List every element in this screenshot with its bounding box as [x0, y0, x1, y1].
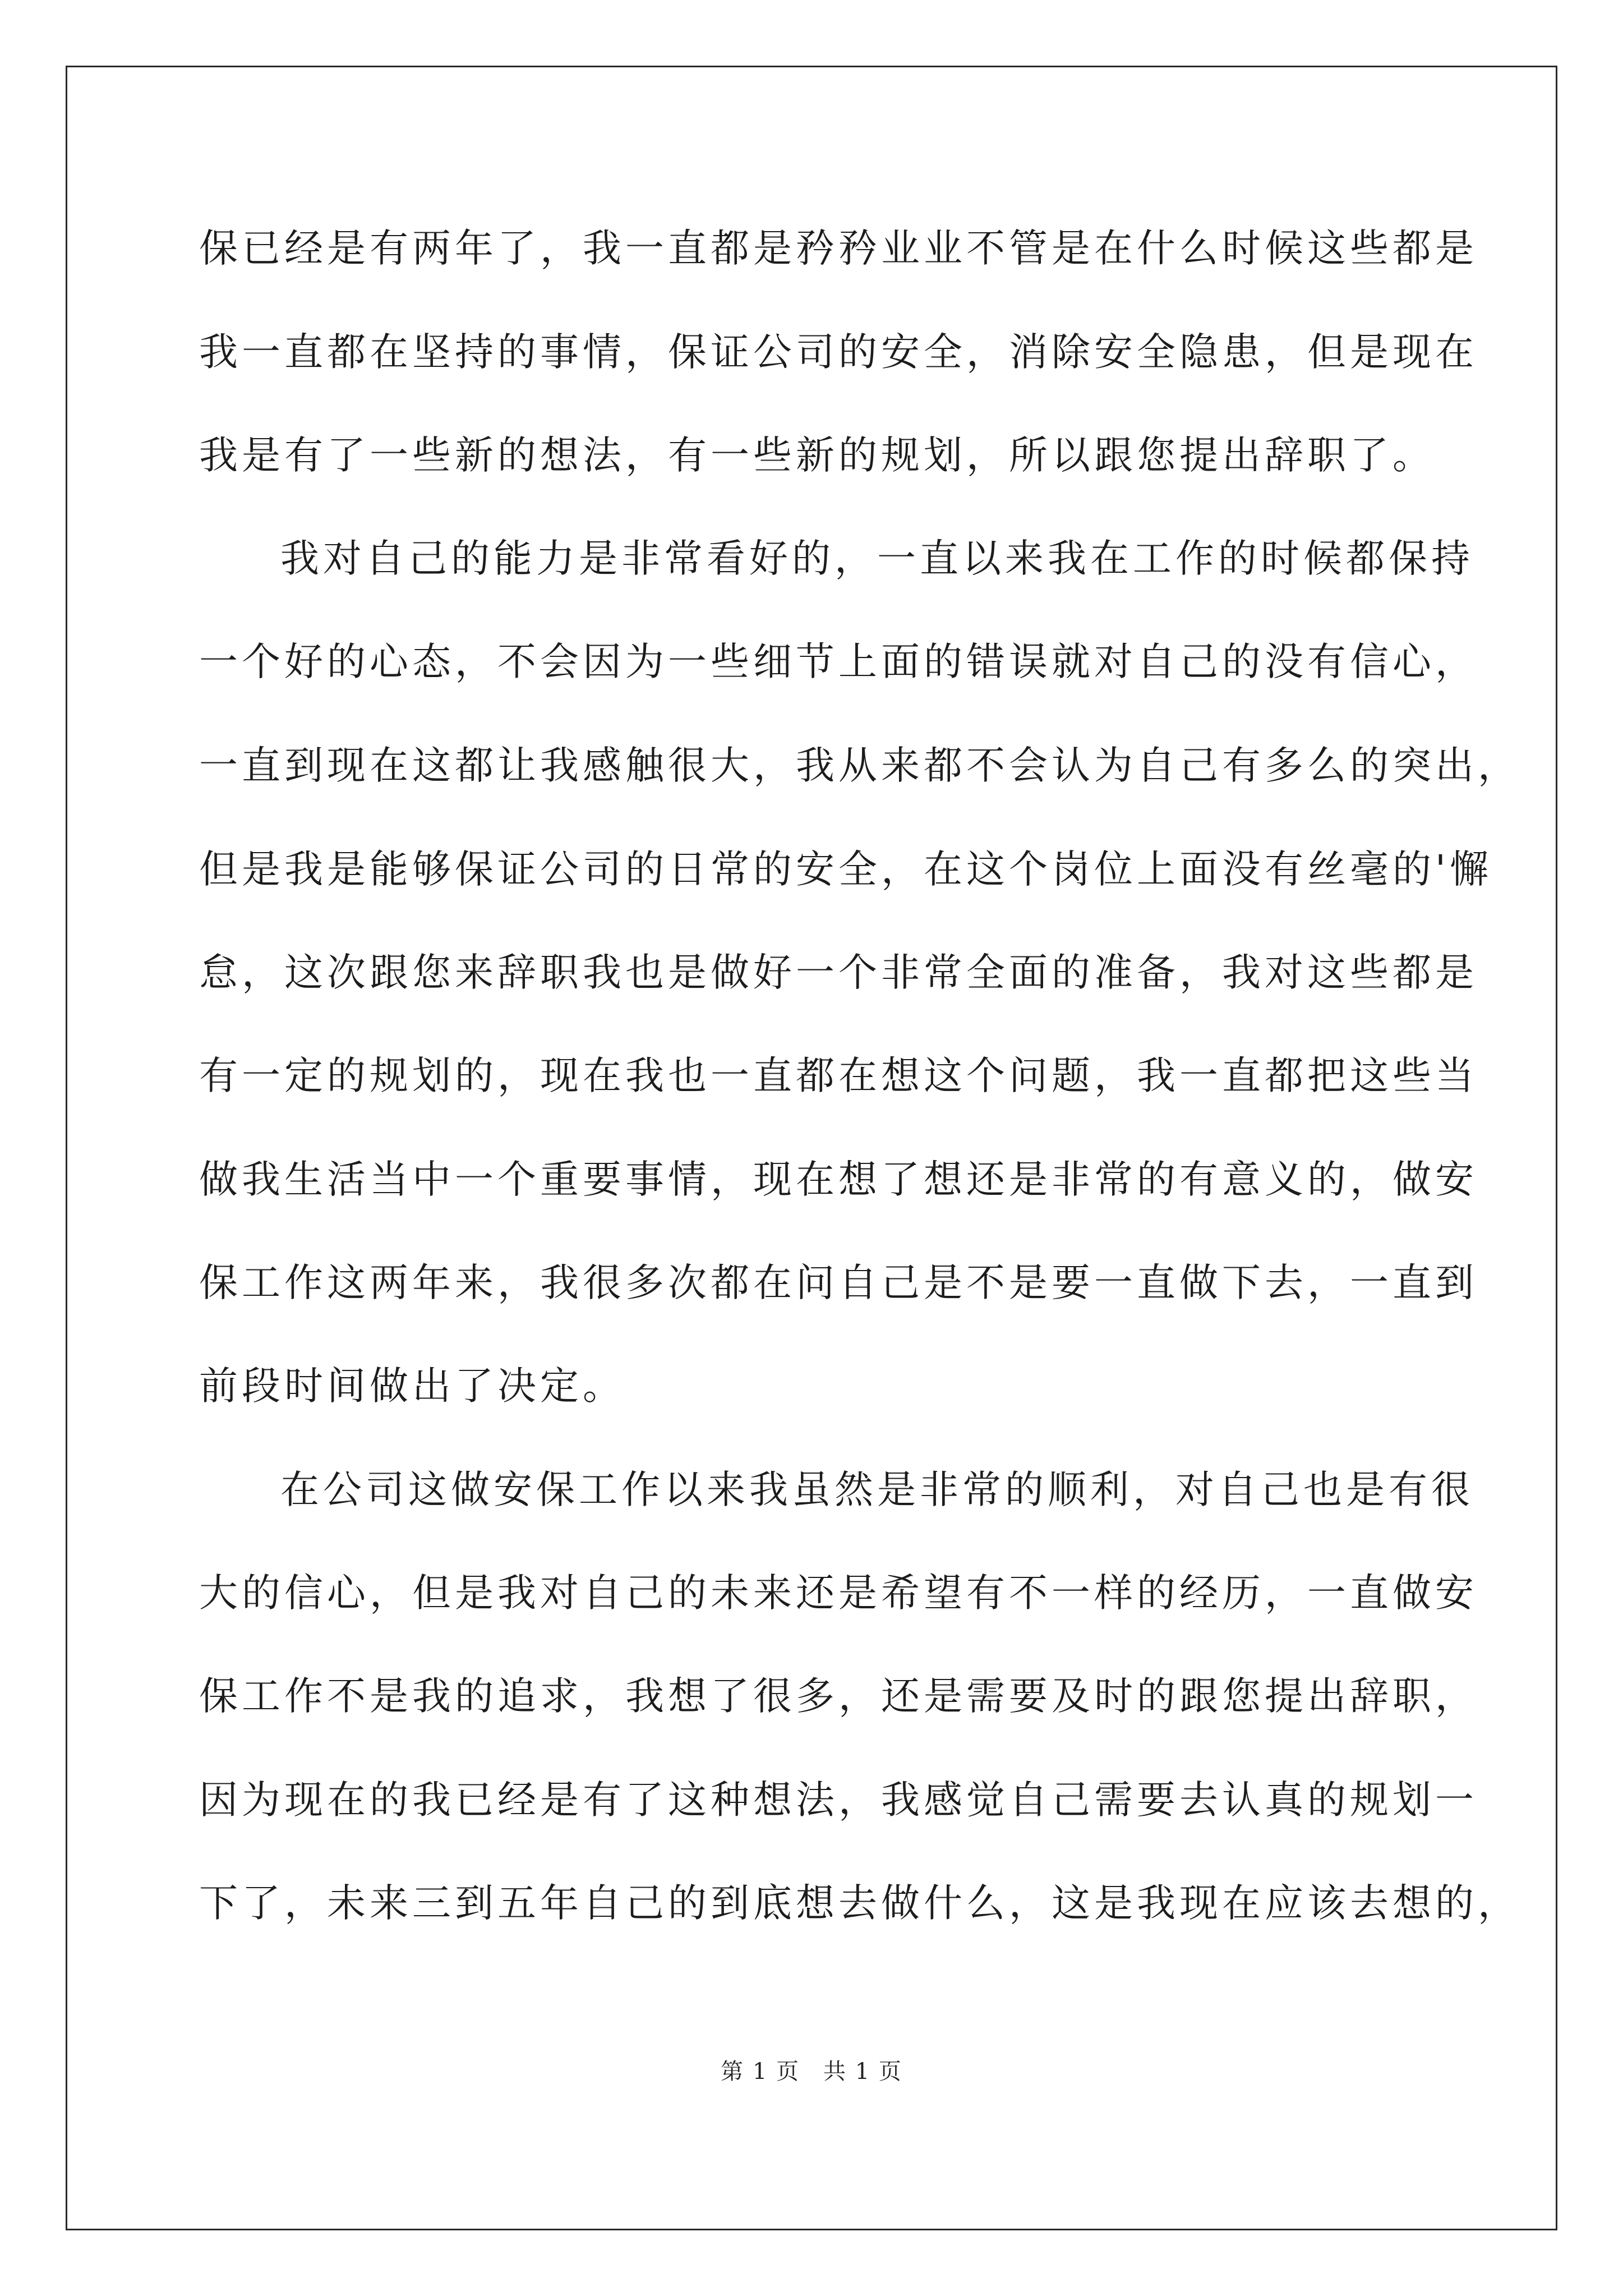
text-line: 下了，未来三到五年自己的到底想去做什么，这是我现在应该去想的，: [199, 1881, 1520, 1926]
text-line: 我对自己的能力是非常看好的，一直以来我在工作的时候都保持: [280, 536, 1474, 581]
text-line: 在公司这做安保工作以来我虽然是非常的顺利，对自己也是有很: [280, 1467, 1474, 1512]
text-line: 保工作不是我的追求，我想了很多，还是需要及时的跟您提出辞职，: [199, 1674, 1478, 1719]
text-line: 一直到现在这都让我感触很大，我从来都不会认为自己有多么的突出，: [199, 743, 1520, 788]
text-line: 因为现在的我已经是有了这种想法，我感觉自己需要去认真的规划一: [199, 1778, 1478, 1823]
text-line: 有一定的规划的，现在我也一直都在想这个问题，我一直都把这些当: [199, 1053, 1478, 1098]
text-line: 做我生活当中一个重要事情，现在想了想还是非常的有意义的，做安: [199, 1157, 1478, 1202]
text-line: 一个好的心态，不会因为一些细节上面的错误就对自己的没有信心，: [199, 639, 1478, 684]
text-line: 前段时间做出了决定。: [199, 1364, 625, 1409]
text-line: 保已经是有两年了，我一直都是矜矜业业不管是在什么时候这些都是: [199, 226, 1478, 271]
text-line: 我是有了一些新的想法，有一些新的规划，所以跟您提出辞职了。: [199, 433, 1435, 478]
text-line: 大的信心，但是我对自己的未来还是希望有不一样的经历，一直做安: [199, 1571, 1478, 1616]
page-number-footer: 第 1 页 共 1 页: [721, 2059, 902, 2085]
text-line: 但是我是能够保证公司的日常的安全，在这个岗位上面没有丝毫的'懈: [199, 847, 1492, 892]
text-line: 保工作这两年来，我很多次都在问自己是不是要一直做下去，一直到: [199, 1260, 1478, 1305]
text-line: 我一直都在坚持的事情，保证公司的安全，消除安全隐患，但是现在: [199, 330, 1478, 375]
text-line: 怠，这次跟您来辞职我也是做好一个非常全面的准备，我对这些都是: [199, 950, 1478, 995]
